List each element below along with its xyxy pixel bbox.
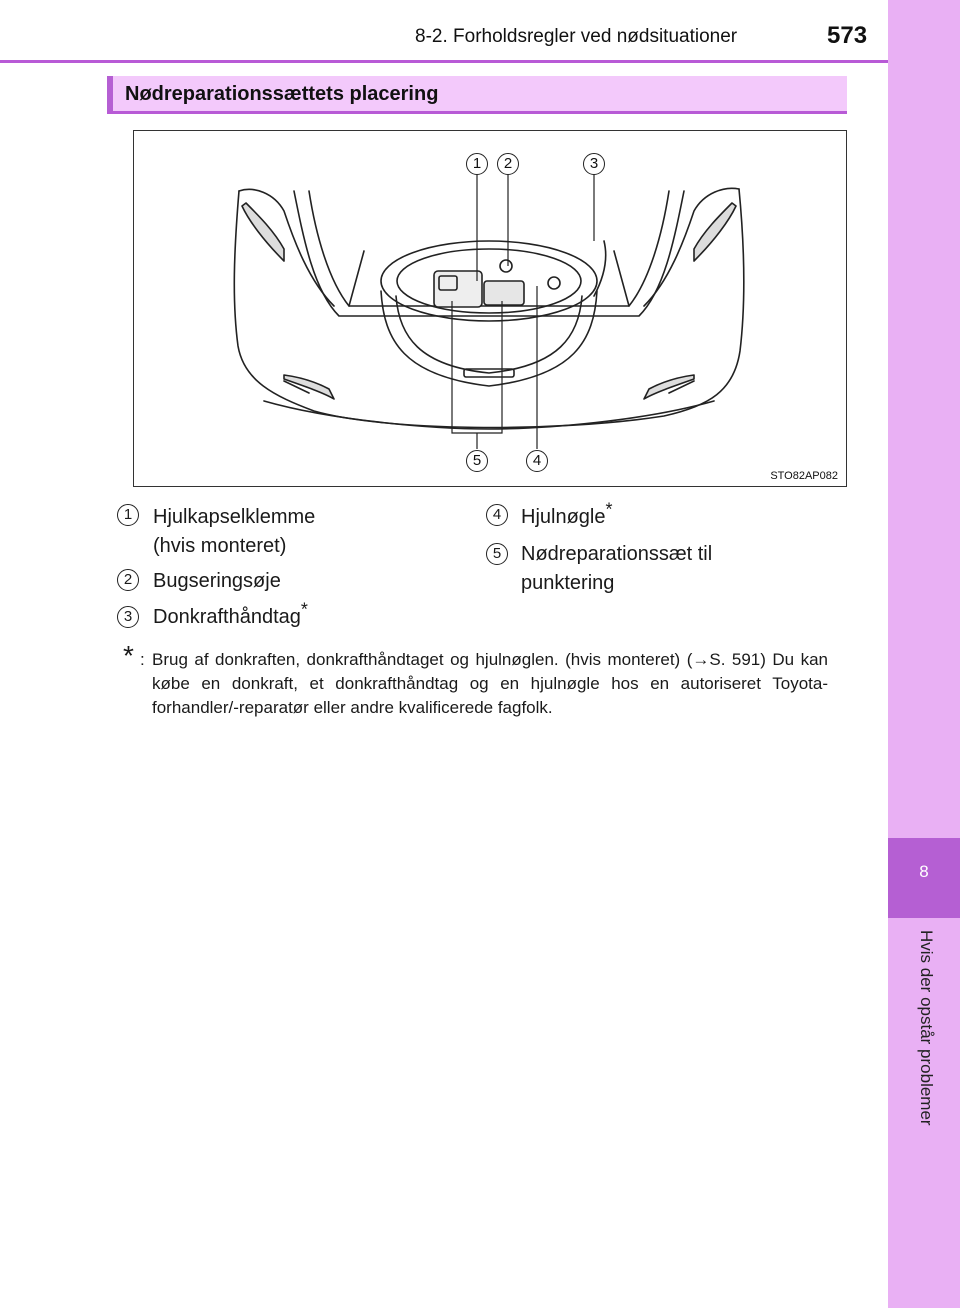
callout-1: 1 <box>466 153 488 175</box>
legend-item-4 <box>521 499 613 532</box>
legend-label: Hjulnøgle <box>521 506 606 528</box>
footnote-text: Brug af donkraften, donkrafthåndtaget og hjulnøglen. (hvis monteret) (→S. 591) Du kan købe en donkraft, et donkrafthåndtag og en hjulnøgle hos en autoriseret Toyota-forhandler/-reparatør eller andre kvalificerede fagfolk. <box>152 650 828 717</box>
callout-5: 5 <box>466 450 488 472</box>
asterisk-mark: * <box>300 599 308 620</box>
footnote-marker: * <box>123 640 134 671</box>
chapter-number: 8 <box>919 862 929 881</box>
car-trunk-drawing <box>134 131 848 488</box>
asterisk-mark: * <box>605 499 613 520</box>
legend-item-3 <box>153 599 308 632</box>
legend-label: Bugseringsøje <box>153 570 281 592</box>
legend-item-5 <box>521 540 712 598</box>
legend-number-4: 4 <box>486 504 508 526</box>
legend-label: Donkrafthåndtag <box>153 606 301 628</box>
callout-3: 3 <box>583 153 605 175</box>
side-tab-upper <box>888 0 960 838</box>
page-number: 573 <box>827 22 868 49</box>
running-header: 8-2. Forholdsregler ved nødsituationer <box>415 26 738 47</box>
section-heading <box>107 76 847 114</box>
callout-2: 2 <box>497 153 519 175</box>
legend-number-5: 5 <box>486 543 508 565</box>
section-heading-text: Nødreparationssættets placering <box>125 83 439 105</box>
section-heading-accent <box>107 76 113 111</box>
legend-number-1: 1 <box>117 504 139 526</box>
legend-label: Nødreparationssæt til <box>521 543 713 565</box>
legend-label-cont: punktering <box>521 572 615 594</box>
legend-number-2: 2 <box>117 569 139 591</box>
legend-label-cont: (hvis monteret) <box>153 535 287 557</box>
legend-label: Hjulkapselklemme <box>153 506 316 528</box>
legend-number-3: 3 <box>117 606 139 628</box>
legend-item-1 <box>153 503 315 561</box>
trunk-illustration <box>133 130 847 487</box>
legend-item-2 <box>153 567 281 596</box>
chapter-title: Hvis der opstår problemer <box>917 930 936 1126</box>
callout-4: 4 <box>526 450 548 472</box>
image-code: STO82AP082 <box>770 470 838 482</box>
footnote-separator: : <box>140 650 145 669</box>
header-divider <box>0 60 888 63</box>
